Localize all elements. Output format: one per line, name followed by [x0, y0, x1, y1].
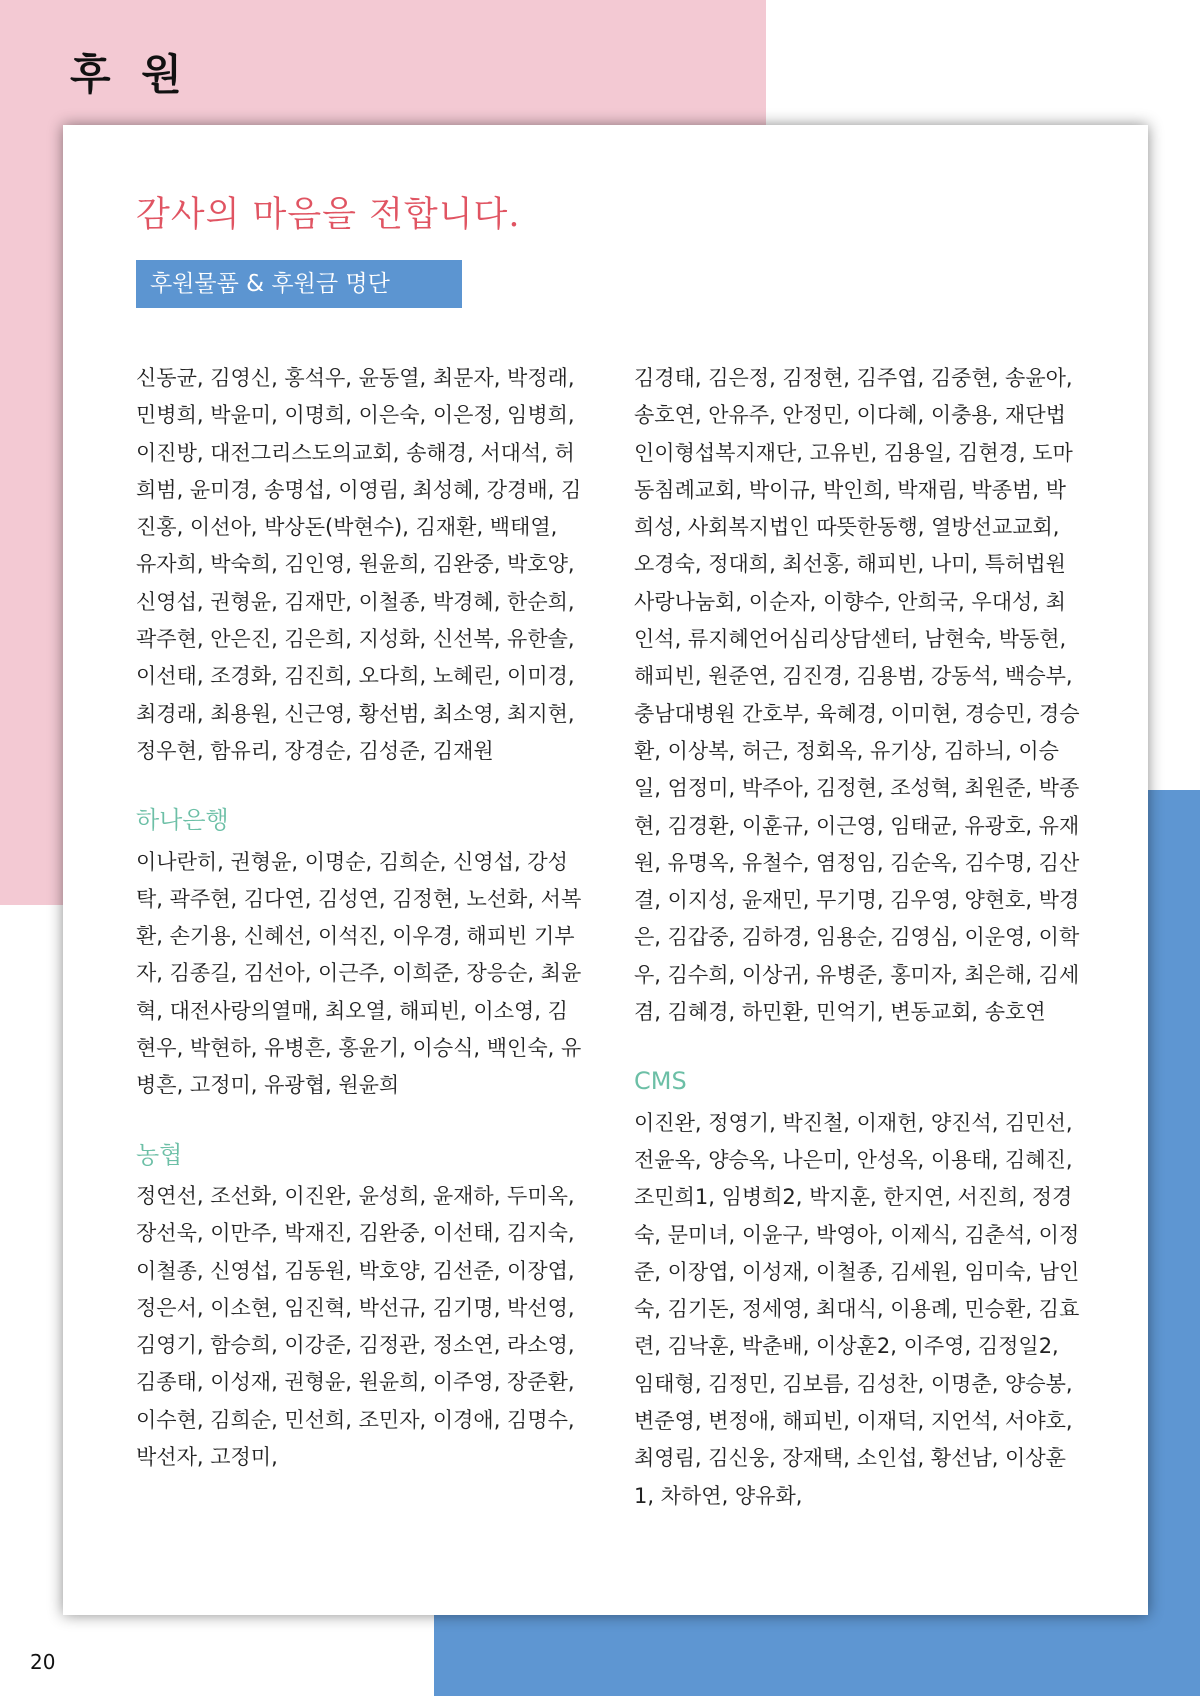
section-title: 후 원 [70, 50, 190, 99]
hana-bank-donor-list: 이나란히, 권형윤, 이명순, 김희순, 신영섭, 강성탁, 곽주현, 김다연, 김성연, 김정현, 노선화, 서복환, 손기용, 신혜선, 이석진, 이우경, 해피빈 기부자, 김종길, 김선아, 이근주, 이희준, 장응순, 최윤혁, 대전사랑의열매, 최오열, 해피빈, 이소영, 김현우, 박현하, 유병흔, 홍윤기, 이승식, 백인숙, 유병흔, 고정미, 유광협, 원윤희 [136, 849, 582, 1098]
general-donor-list: 신동균, 김영신, 홍석우, 윤동열, 최문자, 박정래, 민병희, 박윤미, 이명희, 이은숙, 이은정, 임병희, 이진방, 대전그리스도의교회, 송해경, 서대석, 허희범, 윤미경, 송명섭, 이영림, 최성혜, 강경배, 김진홍, 이선아, 박상돈(박현수), 김재환, 백태열, 유자희, 박숙희, 김인영, 원윤희, 김완중, 박호양, 신영섭, 권형윤, 김재만, 이철종, 박경혜, 한순희, 곽주현, 안은진, 김은희, 지성화, 신선복, 유한솔, 이선태, 조경화, 김진희, 오다희, 노혜린, 이미경, 최경래, 최용원, 신근영, 황선범, 최소영, 최지현, 정우현, 함유리, 장경순, 김성준, 김재원 [136, 366, 582, 763]
right-column [634, 360, 1082, 1515]
cms-donor-list: 이진완, 정영기, 박진철, 이재헌, 양진석, 김민선, 전윤옥, 양승옥, 나은미, 안성옥, 이용태, 김혜진, 조민희1, 임병희2, 박지훈, 한지연, 서진희, 정경숙, 문미녀, 이윤구, 박영아, 이제식, 김춘석, 이정준, 이장엽, 이성재, 이철종, 김세원, 임미숙, 남인숙, 김기돈, 정세영, 최대식, 이용례, 민승환, 김효련, 김낙훈, 박춘배, 이상훈2, 이주영, 김정일2, 임태형, 김정민, 김보름, 김성찬, 이명춘, 양승봉, 변준영, 변정애, 해피빈, 이재덕, 지언석, 서야호, 최영림, 김신웅, 장재택, 소인섭, 황선남, 이상훈1, 차하연, 양유화, [634, 1110, 1080, 1508]
hana-bank-heading: 하나은행 [136, 806, 229, 835]
cms-heading: CMS [634, 1067, 687, 1096]
left-column [136, 360, 584, 1476]
nonghyup-donor-list-continued: 김경태, 김은정, 김정현, 김주엽, 김중현, 송윤아, 송호연, 안유주, 안정민, 이다혜, 이충용, 재단법인이형섭복지재단, 고유빈, 김용일, 김현경, 도마동침례교회, 박이규, 박인희, 박재림, 박종범, 박희성, 사회복지법인 따뜻한동행, 열방선교교회, 오경숙, 정대희, 최선홍, 해피빈, 나미, 특허법원사랑나눔회, 이순자, 이향수, 안희국, 우대성, 최인석, 류지혜언어심리상담센터, 남현숙, 박동현, 해피빈, 원준연, 김진경, 김용범, 강동석, 백승부, 충남대병원 간호부, 육혜경, 이미현, 경승민, 경승환, 이상복, 허근, 정회옥, 유기상, 김하늬, 이승일, 엄정미, 박주아, 김정현, 조성혁, 최원준, 박종현, 김경환, 이훈규, 이근영, 임태균, 유광호, 유재원, 유명옥, 유철수, 염정임, 김순옥, 김수명, 김산결, 이지성, 윤재민, 무기명, 김우영, 양현호, 박경은, 김갑중, 김하경, 임용순, 김영심, 이운영, 이학우, 김수희, 이상귀, 유병준, 홍미자, 최은해, 김세겸, 김혜경, 하민환, 민억기, 변동교회, 송호연 [634, 366, 1080, 1025]
page-number: 20 [30, 1650, 56, 1674]
donor-list-card [63, 125, 1148, 1615]
list-tag: 후원물품 & 후원금 명단 [136, 260, 462, 308]
nonghyup-heading: 농협 [136, 1140, 183, 1169]
nonghyup-donor-list: 정연선, 조선화, 이진완, 윤성희, 윤재하, 두미옥, 장선욱, 이만주, 박재진, 김완중, 이선태, 김지숙, 이철종, 신영섭, 김동원, 박호양, 김선준, 이장엽, 정은서, 이소현, 임진혁, 박선규, 김기명, 박선영, 김영기, 함승희, 이강준, 김정관, 정소연, 라소영, 김종태, 이성재, 권형윤, 원윤희, 이주영, 장준환, 이수현, 김희순, 민선희, 조민자, 이경애, 김명수, 박선자, 고정미, [136, 1183, 575, 1470]
headline: 감사의 마음을 전합니다. [136, 195, 521, 235]
